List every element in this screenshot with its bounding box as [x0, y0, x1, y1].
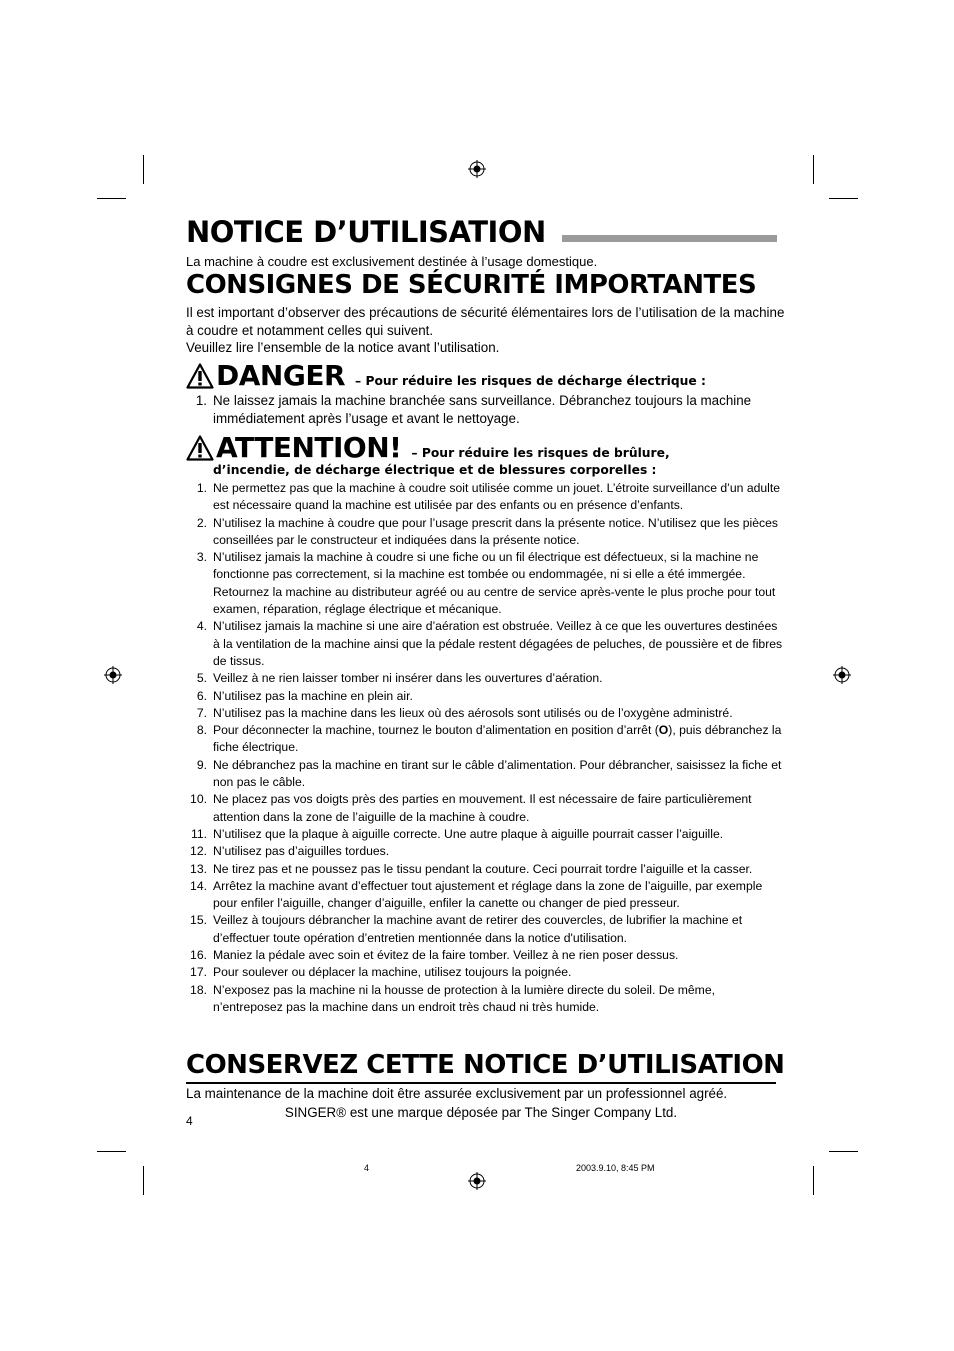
attention-subtitle: – Pour réduire les risques de brûlure,: [411, 446, 670, 460]
danger-list: [186, 392, 786, 427]
item-text: Ne tirez pas et ne poussez pas le tissu pendant la couture. Ceci pourrait tordre l’aiguille et la casser.: [213, 861, 753, 876]
list-item: [186, 480, 786, 515]
intro-text: La machine à coudre est exclusivement destinée à l’usage domestique.: [186, 254, 598, 269]
item-number: 18.: [190, 982, 207, 997]
item-number: 9.: [196, 757, 207, 772]
attention-subtitle-line2: d’incendie, de décharge électrique et de blessures corporelles :: [213, 463, 657, 477]
page-title: NOTICE D’UTILISATION: [186, 215, 546, 249]
item-number: 5.: [196, 671, 207, 686]
item-text: [213, 722, 786, 757]
item-text: N’utilisez la machine à coudre que pour l’usage prescrit dans la présente notice. N’utilisez que les pièces conseillées par le constructeur et indiquées dans la présente notice.: [213, 515, 778, 547]
page-number: 4: [186, 1114, 193, 1128]
list-item: [186, 392, 786, 427]
list-item: [186, 515, 786, 550]
item-text: Ne laissez jamais la machine branchée sans surveillance. Débranchez toujours la machine immédiatement après l’usage et avant le nettoyage.: [213, 393, 752, 426]
crop-mark: [97, 1151, 126, 1152]
item-text: N’utilisez que la plaque à aiguille correcte. Une autre plaque à aiguille pourrait casser l’aiguille.: [213, 826, 724, 841]
item-number: 11.: [190, 826, 207, 841]
registration-mark-icon: [468, 1172, 486, 1190]
item-text: N’utilisez jamais la machine à coudre si une fiche ou un fil électrique est défectueux, si la machine ne fonctionne pas correctement, si la machine est tombée ou endommagée, ni si elle a été immergée. Retournez la machine au distributeur agréé ou au centre de service après-vente le plus proche pour tout examen, réparation, réglage électrique et mécanique.: [213, 550, 776, 617]
list-item: [186, 861, 786, 878]
list-item: [186, 549, 786, 618]
list-item: [186, 688, 786, 705]
crop-mark: [829, 1151, 858, 1152]
footer-date: 2003.9.10, 8:45 PM: [576, 1163, 655, 1173]
item-text-part: ), puis débranchez la fiche électrique.: [213, 723, 782, 755]
crop-mark: [829, 198, 858, 199]
item-number: 1.: [196, 481, 207, 495]
list-item: [186, 947, 786, 964]
trademark-text: SINGER® est une marque déposée par The Singer Company Ltd.: [284, 1105, 678, 1120]
item-text-part: Pour déconnecter la machine, tournez le bouton d’alimentation en position d’arrêt (: [213, 723, 659, 738]
list-item: [186, 878, 786, 913]
item-number: 15.: [190, 913, 207, 928]
item-number: 8.: [196, 723, 207, 738]
list-item: [186, 843, 786, 860]
list-item: [186, 705, 786, 722]
danger-subtitle: – Pour réduire les risques de décharge électrique :: [355, 374, 706, 388]
crop-mark: [97, 198, 126, 199]
item-text: Veillez à toujours débrancher la machine avant de retirer des couvercles, de lubrifier la machine et d’effectuer toute opération d’entretien mentionnée dans la notice d'utilisation.: [213, 913, 743, 945]
attention-list: [186, 480, 786, 1016]
keep-notice-title: CONSERVEZ CETTE NOTICE D’UTILISATION: [186, 1050, 785, 1080]
registration-mark-icon: [833, 666, 851, 684]
item-number: 1.: [195, 393, 207, 408]
crop-mark: [143, 1166, 144, 1195]
maintenance-text: La maintenance de la machine doit être assurée exclusivement par un professionnel agréé.: [186, 1086, 728, 1101]
list-item: [186, 982, 786, 1017]
list-item: [186, 757, 786, 792]
item-text: Veillez à ne rien laisser tomber ni insérer dans les ouvertures d’aération.: [213, 671, 603, 686]
warning-triangle-icon: [186, 435, 214, 461]
item-number: 10.: [190, 792, 207, 807]
list-item: [186, 912, 786, 947]
item-number: 6.: [196, 688, 207, 703]
attention-heading: [186, 432, 670, 464]
item-number: 14.: [190, 878, 207, 893]
title-bar-decoration: [562, 235, 777, 242]
safety-intro: [186, 304, 786, 357]
item-number: 4.: [196, 619, 207, 634]
list-item: [186, 826, 786, 843]
item-text: N’utilisez pas la machine en plein air.: [213, 688, 413, 703]
crop-mark: [143, 155, 144, 184]
item-number: 13.: [190, 861, 207, 876]
item-text: Ne placez pas vos doigts près des parties en mouvement. Il est nécessaire de faire particulièrement attention dans la zone de l’aiguille de la machine à coudre.: [213, 792, 752, 824]
item-text: Maniez la pédale avec soin et évitez de la faire tomber. Veillez à ne rien poser dessus.: [213, 948, 679, 963]
item-text: Ne permettez pas que la machine à coudre soit utilisée comme un jouet. L’étroite surveillance d’un adulte est nécessaire quand la machine est utilisée par des enfants ou en présence d’enfants.: [213, 481, 781, 513]
item-number: 7.: [196, 705, 207, 720]
item-text: Pour soulever ou déplacer la machine, utilisez toujours la poignée.: [213, 965, 572, 980]
item-text: N’utilisez pas la machine dans les lieux où des aérosols sont utilisés ou de l’oxygène administré.: [213, 705, 733, 720]
item-number: 16.: [190, 948, 207, 963]
list-item: [186, 670, 786, 687]
safety-paragraph: Veuillez lire l’ensemble de la notice avant l’utilisation.: [186, 340, 500, 355]
item-number: 3.: [196, 550, 207, 565]
item-text: N’utilisez jamais la machine si une aire d’aération est obstruée. Veillez à ce que les ouvertures destinées à la ventilation de la machine ainsi que la pédale restent dégagées de peluches, de poussière et de fibres de tissus.: [213, 619, 783, 668]
list-item: [186, 618, 786, 670]
registration-mark-icon: [104, 666, 122, 684]
safety-paragraph: Il est important d’observer des précautions de sécurité élémentaires lors de l’utilisation de la machine à coudre et notamment celles qui suivent.: [186, 305, 785, 338]
list-item: [186, 791, 786, 826]
warning-triangle-icon: [186, 363, 214, 389]
registration-mark-icon: [468, 160, 486, 178]
item-text: N’exposez pas la machine ni la housse de protection à la lumière directe du soleil. De même, n’entreposez pas la machine dans un endroit très chaud ni très humide.: [213, 982, 715, 1014]
attention-word: ATTENTION!: [216, 431, 402, 464]
keep-notice-underline: [186, 1082, 776, 1084]
list-item: [186, 722, 786, 757]
list-item: [186, 964, 786, 981]
safety-title: CONSIGNES DE SÉCURITÉ IMPORTANTES: [186, 270, 757, 300]
item-text: Arrêtez la machine avant d’effectuer tout ajustement et réglage dans la zone de l’aiguille, par exemple pour enfiler l’aiguille, changer d’aiguille, enfiler la canette ou changer de pied presseur.: [213, 878, 763, 911]
item-number: 17.: [190, 965, 207, 980]
footer-page-number: 4: [364, 1163, 370, 1173]
item-number: 12.: [190, 844, 207, 859]
danger-word: DANGER: [216, 359, 346, 392]
item-text: Ne débranchez pas la machine en tirant sur le câble d’alimentation. Pour débrancher, saisissez la fiche et non pas le câble.: [213, 757, 782, 790]
off-symbol: O: [658, 723, 669, 738]
item-text: N’utilisez pas d’aiguilles tordues.: [213, 844, 390, 859]
crop-mark: [813, 155, 814, 184]
item-number: 2.: [196, 515, 207, 530]
danger-heading: [186, 360, 706, 392]
crop-mark: [813, 1166, 814, 1195]
